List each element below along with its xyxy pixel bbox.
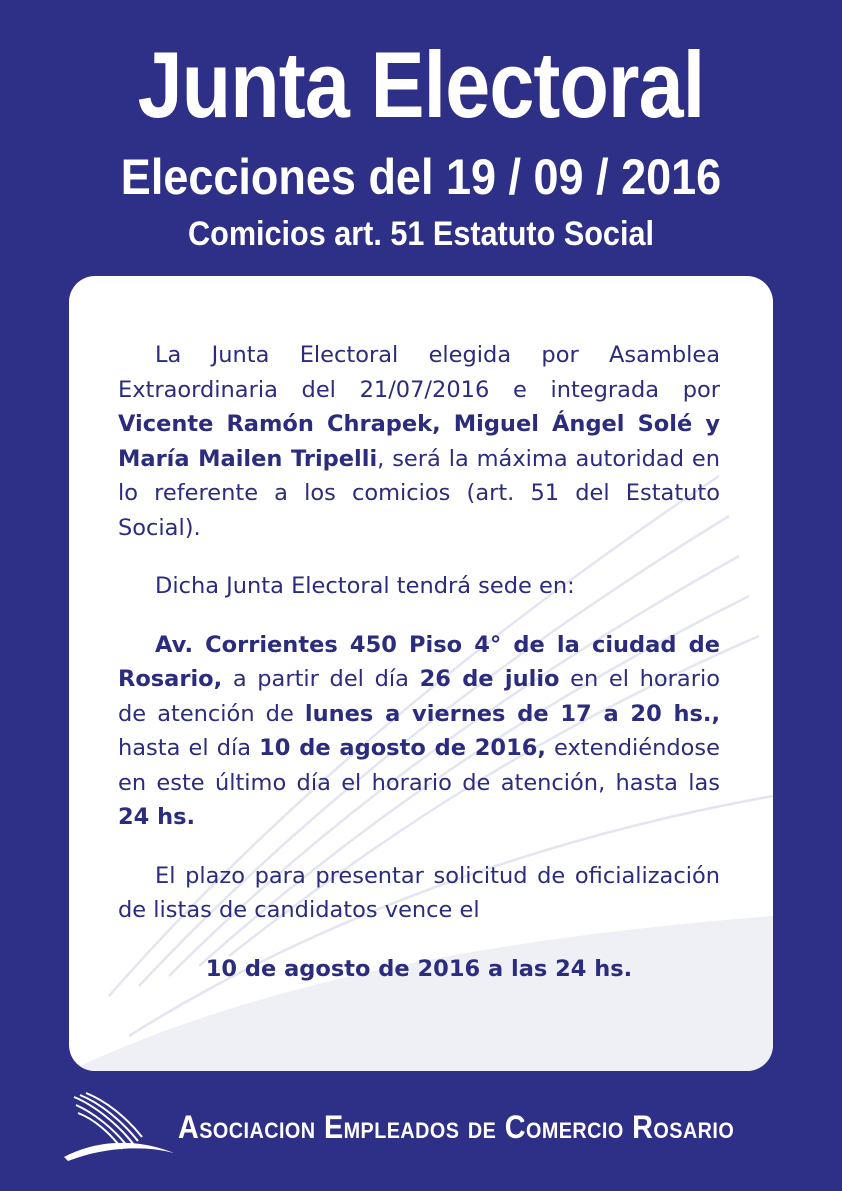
office-hours: lunes a viernes de 17 a 20 hs.,	[304, 700, 721, 727]
paragraph-sede: Dicha Junta Electoral tendrá sede en:	[155, 573, 575, 599]
paragraph-junta-text-end: , será la máxima autoridad en lo referente a los comicios (art. 51 del Estatuto Social).	[118, 445, 720, 541]
address-text-1: a partir del día	[222, 666, 420, 692]
member-names: Vicente Ramón Chrapek, Miguel Ángel Solé y María Mailen Tripelli	[118, 411, 720, 472]
end-date: 10 de agosto de 2016,	[259, 735, 546, 761]
address: Av. Corrientes 450 Piso 4° de la ciudad de Rosario,	[118, 631, 720, 692]
winged-logo-icon	[64, 1085, 174, 1165]
start-date: 26 de julio	[419, 666, 560, 692]
address-text-3: hasta el día	[118, 735, 260, 761]
address-text-4: extendiéndose en este último día el horario de atención, hasta las	[118, 735, 720, 796]
election-date-subtitle: Elecciones del 19 / 09 / 2016	[120, 149, 722, 205]
deadline-date	[118, 952, 720, 987]
page-title: Junta Electoral	[137, 32, 705, 137]
organization-name: Asociacion Empleados de Comercio Rosario	[178, 1109, 735, 1145]
last-hour: 24 hs.	[118, 804, 196, 830]
notice-body	[118, 338, 720, 1010]
notice-card	[69, 276, 773, 1071]
paragraph-address	[118, 628, 720, 835]
deadline-text: 10 de agosto de 2016 a las 24 hs.	[205, 955, 633, 982]
address-text-2: en el horario de atención de	[118, 666, 720, 727]
paragraph-deadline-intro: El plazo para presentar solicitud de oficialización de listas de candidatos vence el	[118, 862, 720, 923]
paragraph-junta	[118, 338, 720, 545]
paragraph-junta-text: La Junta Electoral elegida por Asamblea Extraordinaria del 21/07/2016 e integrada por	[118, 342, 720, 403]
statute-subtitle: Comicios art. 51 Estatuto Social	[188, 215, 654, 253]
